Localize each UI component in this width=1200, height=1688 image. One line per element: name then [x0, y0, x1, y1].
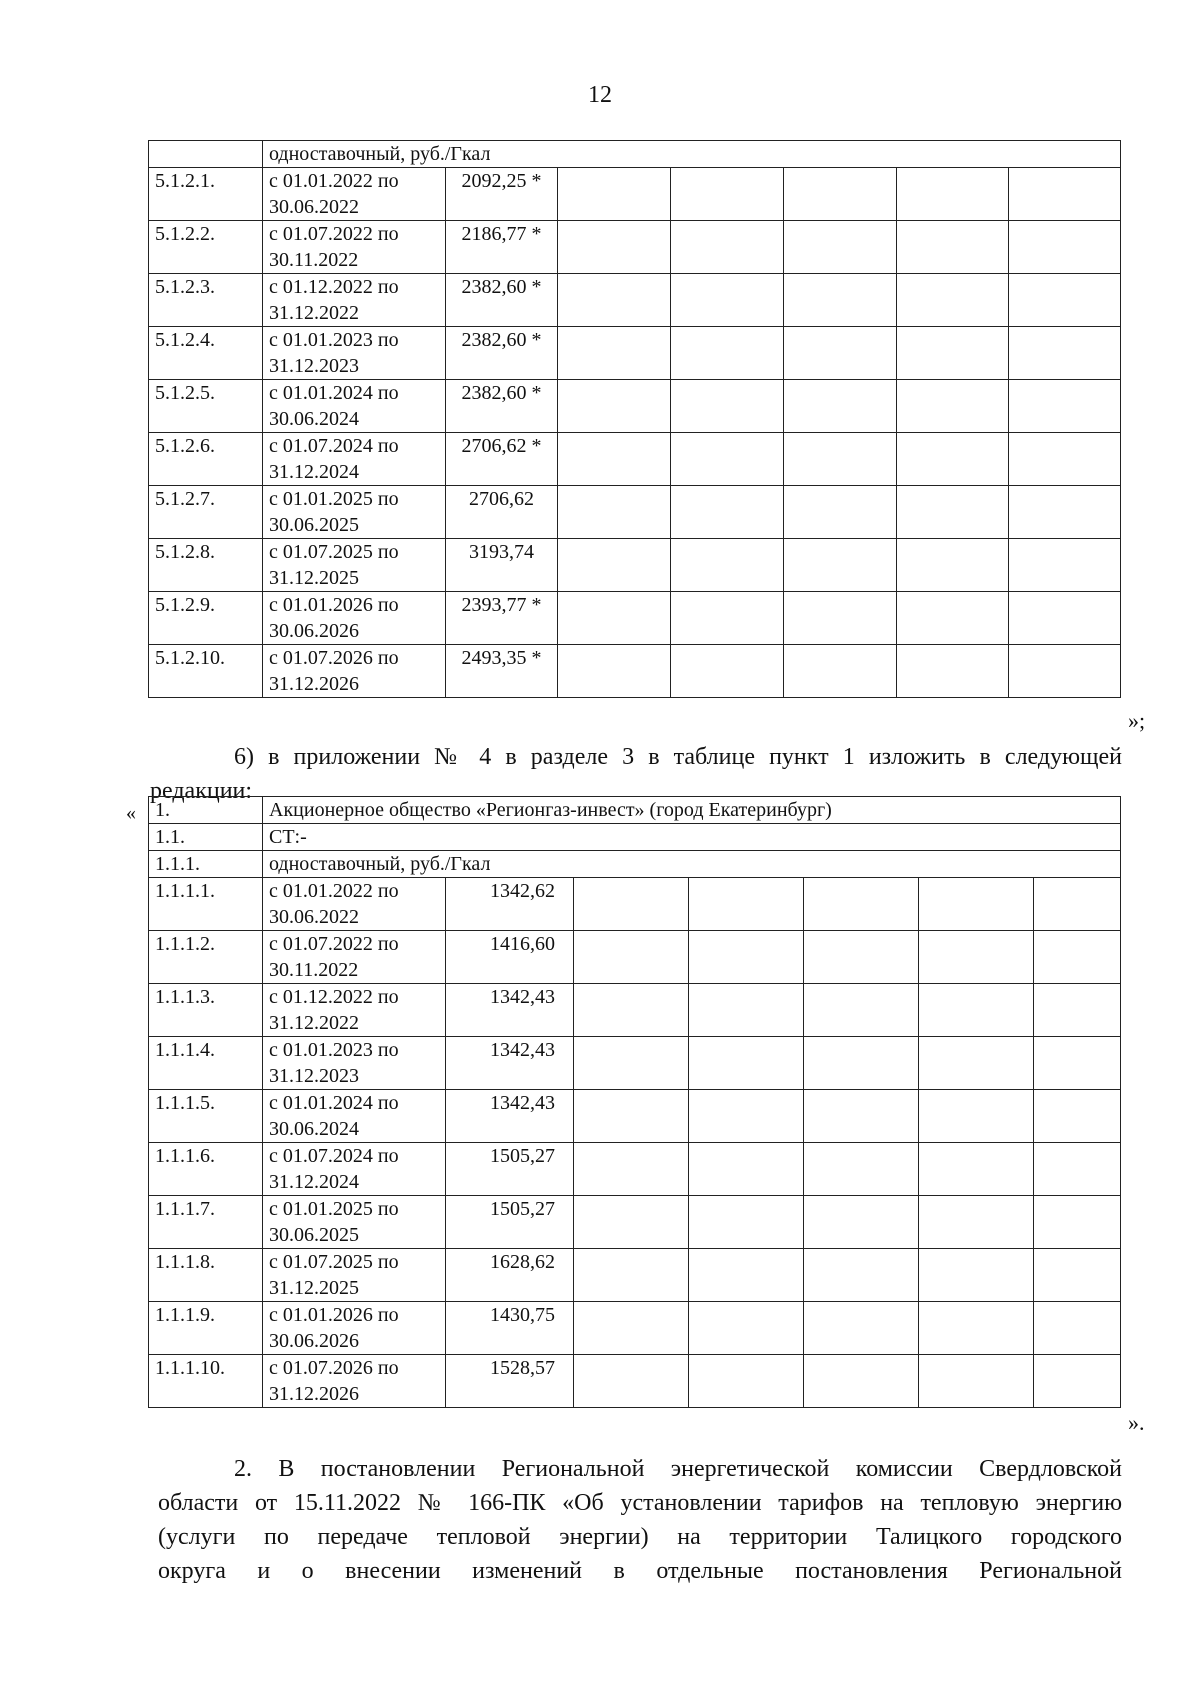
empty-cell	[574, 1143, 689, 1196]
table-row	[149, 1249, 1121, 1302]
empty-cell	[574, 1090, 689, 1143]
row-number: 1.1.1.	[149, 851, 263, 878]
tariff-value: 1342,62	[446, 878, 574, 931]
tariff-value: 2493,35 *	[446, 645, 558, 698]
empty-cell	[784, 592, 897, 645]
empty-cell	[1034, 1302, 1121, 1355]
row-number: 1.1.1.10.	[149, 1355, 263, 1408]
period-cell: с 01.07.2026 по 31.12.2026	[263, 1355, 446, 1408]
empty-cell	[558, 645, 671, 698]
empty-cell	[671, 433, 784, 486]
table-row	[149, 539, 1121, 592]
empty-cell	[1034, 1037, 1121, 1090]
table-row	[149, 486, 1121, 539]
empty-cell	[919, 1143, 1034, 1196]
empty-cell	[689, 931, 804, 984]
empty-cell	[671, 221, 784, 274]
period-cell: с 01.07.2024 по 31.12.2024	[263, 1143, 446, 1196]
empty-cell	[1009, 645, 1121, 698]
empty-cell	[784, 221, 897, 274]
empty-cell	[919, 1090, 1034, 1143]
paragraph-line: редакции:	[150, 778, 253, 804]
row-number: 5.1.2.9.	[149, 592, 263, 645]
empty-cell	[784, 486, 897, 539]
table-row	[149, 380, 1121, 433]
empty-cell	[897, 380, 1009, 433]
row-number: 5.1.2.4.	[149, 327, 263, 380]
tariff-table-new	[148, 796, 1121, 1408]
empty-cell	[671, 592, 784, 645]
empty-cell	[1034, 984, 1121, 1037]
empty-cell	[671, 168, 784, 221]
empty-cell	[1009, 221, 1121, 274]
empty-cell	[558, 327, 671, 380]
empty-cell	[804, 1037, 919, 1090]
paragraph-line: (услуги по передаче тепловой энергии) на территории Талицкого городского	[158, 1524, 1122, 1550]
empty-cell	[1009, 539, 1121, 592]
row-label: СТ:-	[263, 824, 1121, 851]
empty-cell	[919, 1196, 1034, 1249]
tariff-value: 3193,74	[446, 539, 558, 592]
empty-cell	[784, 380, 897, 433]
empty-cell	[1009, 380, 1121, 433]
table-row	[149, 1196, 1121, 1249]
empty-cell	[689, 1143, 804, 1196]
empty-cell	[919, 878, 1034, 931]
tariff-value: 1505,27	[446, 1143, 574, 1196]
empty-cell	[671, 274, 784, 327]
empty-cell	[784, 274, 897, 327]
row-number: 5.1.2.6.	[149, 433, 263, 486]
row-number: 1.1.1.4.	[149, 1037, 263, 1090]
empty-cell	[897, 539, 1009, 592]
table-row	[149, 1037, 1121, 1090]
row-label: одноставочный, руб./Гкал	[263, 851, 1121, 878]
table-cell	[149, 141, 263, 168]
empty-cell	[558, 539, 671, 592]
empty-cell	[804, 1196, 919, 1249]
table-row	[149, 433, 1121, 486]
period-cell: с 01.07.2024 по 31.12.2024	[263, 433, 446, 486]
empty-cell	[897, 486, 1009, 539]
row-number: 1.1.1.3.	[149, 984, 263, 1037]
empty-cell	[897, 327, 1009, 380]
tariff-value: 2706,62 *	[446, 433, 558, 486]
empty-cell	[897, 221, 1009, 274]
row-number: 5.1.2.5.	[149, 380, 263, 433]
empty-cell	[784, 433, 897, 486]
row-number: 1.1.	[149, 824, 263, 851]
tariff-value: 1342,43	[446, 984, 574, 1037]
empty-cell	[804, 1090, 919, 1143]
tariff-value: 1342,43	[446, 1037, 574, 1090]
resolution-paragraph	[158, 1452, 1122, 1588]
empty-cell	[671, 327, 784, 380]
empty-cell	[784, 539, 897, 592]
row-number: 1.	[149, 797, 263, 824]
period-cell: с 01.07.2022 по 30.11.2022	[263, 221, 446, 274]
empty-cell	[574, 1037, 689, 1090]
empty-cell	[804, 984, 919, 1037]
period-cell: с 01.01.2023 по 31.12.2023	[263, 327, 446, 380]
empty-cell	[1034, 1249, 1121, 1302]
page-number: 12	[588, 82, 612, 108]
empty-cell	[804, 1143, 919, 1196]
period-cell: с 01.01.2023 по 31.12.2023	[263, 1037, 446, 1090]
empty-cell	[689, 1037, 804, 1090]
empty-cell	[919, 1037, 1034, 1090]
empty-cell	[1009, 274, 1121, 327]
empty-cell	[689, 1355, 804, 1408]
table-header-row	[149, 851, 1121, 878]
tariff-value: 1505,27	[446, 1196, 574, 1249]
paragraph-line: 2. В постановлении Региональной энергетической комиссии Свердловской	[234, 1456, 1122, 1482]
empty-cell	[1034, 1355, 1121, 1408]
empty-cell	[1034, 1090, 1121, 1143]
opening-quote: «	[126, 802, 136, 824]
empty-cell	[689, 1249, 804, 1302]
empty-cell	[574, 1249, 689, 1302]
empty-cell	[558, 486, 671, 539]
tariff-value: 1416,60	[446, 931, 574, 984]
table-row	[149, 931, 1121, 984]
empty-cell	[897, 433, 1009, 486]
empty-cell	[784, 327, 897, 380]
empty-cell	[784, 168, 897, 221]
empty-cell	[574, 984, 689, 1037]
tariff-value: 1528,57	[446, 1355, 574, 1408]
paragraph-line: области от 15.11.2022 № 166-ПК «Об установлении тарифов на тепловую энергию	[158, 1490, 1122, 1516]
paragraph-line: 6) в приложении № 4 в разделе 3 в таблице пункт 1 изложить в следующей	[234, 744, 1122, 770]
empty-cell	[897, 592, 1009, 645]
empty-cell	[558, 168, 671, 221]
tariff-value: 2186,77 *	[446, 221, 558, 274]
table-row	[149, 221, 1121, 274]
empty-cell	[671, 380, 784, 433]
empty-cell	[671, 486, 784, 539]
empty-cell	[919, 1249, 1034, 1302]
empty-cell	[574, 1302, 689, 1355]
empty-cell	[1009, 486, 1121, 539]
period-cell: с 01.01.2024 по 30.06.2024	[263, 1090, 446, 1143]
empty-cell	[558, 592, 671, 645]
table-row	[149, 984, 1121, 1037]
empty-cell	[804, 878, 919, 931]
row-number: 5.1.2.3.	[149, 274, 263, 327]
row-number: 5.1.2.1.	[149, 168, 263, 221]
tariff-table-continuation	[148, 140, 1121, 698]
table-row	[149, 592, 1121, 645]
period-cell: с 01.07.2025 по 31.12.2025	[263, 1249, 446, 1302]
empty-cell	[804, 1302, 919, 1355]
empty-cell	[558, 380, 671, 433]
tariff-value: 2393,77 *	[446, 592, 558, 645]
table-row	[149, 327, 1121, 380]
row-number: 1.1.1.8.	[149, 1249, 263, 1302]
period-cell: с 01.07.2026 по 31.12.2026	[263, 645, 446, 698]
empty-cell	[574, 1355, 689, 1408]
tariff-value: 1628,62	[446, 1249, 574, 1302]
empty-cell	[558, 433, 671, 486]
empty-cell	[689, 984, 804, 1037]
row-number: 5.1.2.7.	[149, 486, 263, 539]
row-number: 5.1.2.2.	[149, 221, 263, 274]
table-row	[149, 645, 1121, 698]
table-row	[149, 878, 1121, 931]
period-cell: с 01.01.2026 по 30.06.2026	[263, 1302, 446, 1355]
period-cell: с 01.01.2025 по 30.06.2025	[263, 1196, 446, 1249]
period-cell: с 01.01.2026 по 30.06.2026	[263, 592, 446, 645]
table-row	[149, 274, 1121, 327]
table-row	[149, 1355, 1121, 1408]
empty-cell	[689, 1196, 804, 1249]
tariff-value: 2382,60 *	[446, 274, 558, 327]
period-cell: с 01.01.2022 по 30.06.2022	[263, 878, 446, 931]
empty-cell	[1009, 168, 1121, 221]
period-cell: с 01.01.2024 по 30.06.2024	[263, 380, 446, 433]
closing-quote: ».	[1128, 1410, 1145, 1435]
period-cell: с 01.01.2022 по 30.06.2022	[263, 168, 446, 221]
row-number: 1.1.1.2.	[149, 931, 263, 984]
empty-cell	[1034, 931, 1121, 984]
empty-cell	[919, 931, 1034, 984]
table-row	[149, 1090, 1121, 1143]
table-row	[149, 1143, 1121, 1196]
tariff-value: 2092,25 *	[446, 168, 558, 221]
empty-cell	[804, 1355, 919, 1408]
row-number: 1.1.1.7.	[149, 1196, 263, 1249]
row-number: 1.1.1.6.	[149, 1143, 263, 1196]
row-number: 5.1.2.10.	[149, 645, 263, 698]
empty-cell	[671, 645, 784, 698]
empty-cell	[1009, 327, 1121, 380]
empty-cell	[689, 1302, 804, 1355]
empty-cell	[1034, 878, 1121, 931]
table-row	[149, 1302, 1121, 1355]
empty-cell	[919, 1355, 1034, 1408]
tariff-value: 2382,60 *	[446, 380, 558, 433]
table-header-row	[149, 141, 1121, 168]
tariff-value: 1342,43	[446, 1090, 574, 1143]
empty-cell	[804, 1249, 919, 1302]
row-number: 5.1.2.8.	[149, 539, 263, 592]
empty-cell	[897, 645, 1009, 698]
table-row	[149, 168, 1121, 221]
empty-cell	[1009, 592, 1121, 645]
empty-cell	[1034, 1196, 1121, 1249]
empty-cell	[671, 539, 784, 592]
period-cell: с 01.12.2022 по 31.12.2022	[263, 274, 446, 327]
empty-cell	[1034, 1143, 1121, 1196]
empty-cell	[574, 931, 689, 984]
empty-cell	[558, 274, 671, 327]
empty-cell	[689, 1090, 804, 1143]
row-number: 1.1.1.5.	[149, 1090, 263, 1143]
empty-cell	[1009, 433, 1121, 486]
period-cell: с 01.07.2025 по 31.12.2025	[263, 539, 446, 592]
empty-cell	[558, 221, 671, 274]
row-number: 1.1.1.1.	[149, 878, 263, 931]
row-label: Акционерное общество «Регионгаз-инвест» (город Екатеринбург)	[263, 797, 1121, 824]
period-cell: с 01.07.2022 по 30.11.2022	[263, 931, 446, 984]
table-header-row	[149, 824, 1121, 851]
paragraph-line: округа и о внесении изменений в отдельные постановления Региональной	[158, 1558, 1122, 1584]
empty-cell	[574, 1196, 689, 1249]
tariff-value: 1430,75	[446, 1302, 574, 1355]
empty-cell	[689, 878, 804, 931]
period-cell: с 01.01.2025 по 30.06.2025	[263, 486, 446, 539]
empty-cell	[784, 645, 897, 698]
empty-cell	[919, 984, 1034, 1037]
period-cell: с 01.12.2022 по 31.12.2022	[263, 984, 446, 1037]
table-header-row	[149, 797, 1121, 824]
tariff-value: 2706,62	[446, 486, 558, 539]
empty-cell	[897, 274, 1009, 327]
empty-cell	[919, 1302, 1034, 1355]
rate-type-label: одноставочный, руб./Гкал	[263, 141, 1121, 168]
tariff-value: 2382,60 *	[446, 327, 558, 380]
empty-cell	[804, 931, 919, 984]
row-number: 1.1.1.9.	[149, 1302, 263, 1355]
empty-cell	[574, 878, 689, 931]
empty-cell	[897, 168, 1009, 221]
closing-quote: »;	[1128, 708, 1146, 733]
